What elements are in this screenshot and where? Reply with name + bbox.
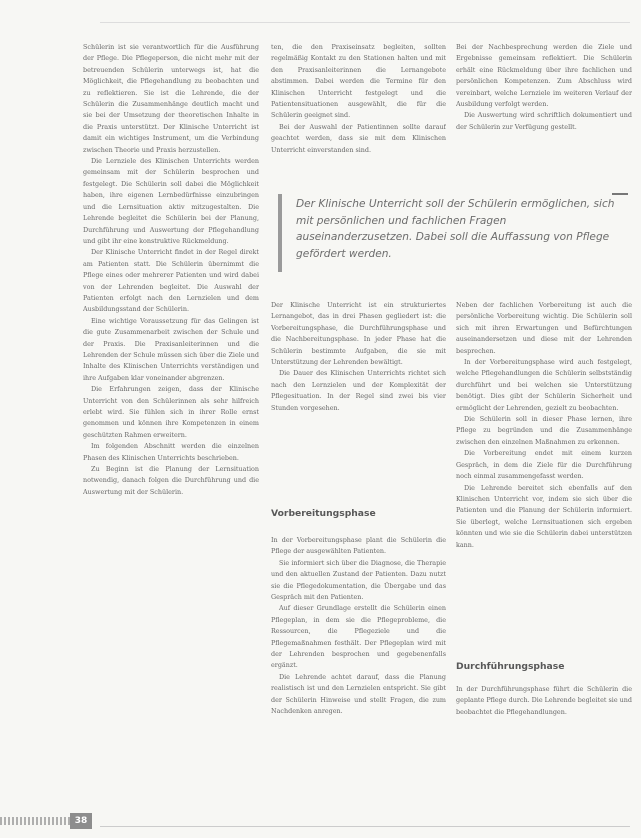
paragraph: Die Auswertung wird schriftlich dokumentiert und der Schülerin zur Verfügung gestellt. <box>456 111 632 131</box>
paragraph: Neben der fachlichen Vorbereitung ist auch die persönliche Vorbereitung wichtig. Die Schülerin soll sich mit ihren Erwartungen und Befürchtungen auseinandersetzen und diese mit der Lehrenden besprechen. <box>456 301 632 355</box>
pull-quote-text: Der Klinische Unterricht soll der Schülerin ermöglichen, sich mit persönlichen und fachlichen Fragen auseinanderzusetzen. Dabei soll die Auffassung von Pflege gefördert werden. <box>296 198 615 260</box>
paragraph: Die Dauer des Klinischen Unterrichts richtet sich nach den Lernzielen und der Komplexität der Pflegesituation. In der Regel sind zwei bis vier Stunden vorgesehen. <box>271 369 446 412</box>
text-column-2-bottom <box>271 535 446 793</box>
paragraph: Auf dieser Grundlage erstellt die Schülerin einen Pflegeplan, in dem sie die Pflegeprobleme, die Ressourcen, die Pflegeziele und die Pflegemaßnahmen festhält. Der Pflegeplan wird mit der Lehrenden besprochen und gegebenenfalls ergänzt. <box>271 604 446 670</box>
paragraph: Sie informiert sich über die Diagnose, die Therapie und den aktuellen Zustand der Patienten. Dazu nutzt sie die Pflegedokumentation, die Übergabe und das Gespräch mit den Patienten. <box>271 558 446 602</box>
page-number: 38 <box>70 813 92 829</box>
paragraph: Die Lernziele des Klinischen Unterrichts werden gemeinsam mit der Schülerin besprochen und festgelegt. Die Schülerin soll dabei die Möglichkeit haben, ihre eigenen Lernbedürfnisse einzubringen und die Lernsituation aktiv mitzugestalten. Die Lehrende begleitet die Schülerin bei der Planung, Durchführung und Auswertung der Pflegehandlung und gibt ihr eine konstruktive Rückmeldung. <box>83 157 259 245</box>
paragraph: Eine wichtige Voraussetzung für das Gelingen ist die gute Zusammenarbeit zwischen der Schule und der Praxis. Die Praxisanleiterinnen und die Lehrenden der Schule müssen sich über die Ziele und Inhalte des Klinischen Unterrichts verständigen und ihre Aufgaben klar voneinander abgrenzen. <box>83 316 259 382</box>
text-column-3-top <box>456 42 632 170</box>
header-rule <box>100 22 630 23</box>
paragraph: Die Lehrende achtet darauf, dass die Planung realistisch ist und den Lernzielen entspricht. Sie gibt der Schülerin Hinweise und stellt Fragen, die zum Nachdenken anregen. <box>271 672 446 716</box>
text-column-3-bottom <box>456 684 632 794</box>
footer-rule <box>100 826 630 827</box>
paragraph: Die Vorbereitung endet mit einem kurzen Gespräch, in dem die Ziele für die Durchführung noch einmal zusammengefasst werden. <box>456 449 632 481</box>
running-header <box>100 6 630 16</box>
paragraph: Bei der Auswahl der Patientinnen sollte darauf geachtet werden, dass sie mit dem Klinischen Unterricht einverstanden sind. <box>271 122 446 154</box>
text-column-3-middle <box>456 300 632 650</box>
paragraph: ten, die den Praxiseinsatz begleiten, sollten regelmäßig Kontakt zu den Stationen halten und mit den Praxisanleiterinnen die Lernangebote abstimmen. Dabei werden die Termine für den Klinischen Unterricht festgelegt und die Patientensituationen ausgewählt, die für die Schülerin geeignet sind. <box>271 43 446 120</box>
text-column-1 <box>83 42 259 794</box>
page-edge-marker <box>0 817 70 825</box>
text-column-2-middle <box>271 300 446 495</box>
paragraph: Im folgenden Abschnitt werden die einzelnen Phasen des Klinischen Unterrichts beschrieben. <box>83 442 259 462</box>
section-heading-preparation: Vorbereitungsphase <box>271 508 376 519</box>
paragraph: Die Erfahrungen zeigen, dass der Klinische Unterricht von den Schülerinnen als sehr hilfreich erlebt wird. Sie fühlen sich in ihrer Rolle ernst genommen und können ihre Kompetenzen in einem geschützten Rahmen erweitern. <box>83 385 259 439</box>
pull-quote <box>278 194 626 272</box>
pull-quote-mark <box>612 193 628 195</box>
paragraph: Zu Beginn ist die Planung der Lernsituation notwendig, danach folgen die Durchführung und die Auswertung mit der Schülerin. <box>83 465 259 496</box>
paragraph: In der Vorbereitungsphase wird auch festgelegt, welche Pflegehandlungen die Schülerin selbstständig durchführt und bei welchen sie Unterstützung benötigt. Dies gibt der Schülerin Sicherheit und ermöglicht der Lehrenden, gezielt zu beobachten. <box>456 358 632 412</box>
paragraph: Schülerin ist sie verantwortlich für die Ausführung der Pflege. Die Pflegeperson, die nicht mehr mit der betreuenden Schülerin unterwegs ist, hat die Möglichkeit, die Pflegehandlung zu beobachten und zu reflektieren. Sie ist die Lehrende, die der Schülerin die Zusammenhänge deutlich macht und sie bei der Umsetzung der theoretischen Inhalte in die Praxis unterstützt. Der Klinische Unterricht ist damit ein wichtiges Instrument, um die Verbindung zwischen Theorie und Praxis herzustellen. <box>83 43 259 154</box>
paragraph: In der Vorbereitungsphase plant die Schülerin die Pflege der ausgewählten Patienten. <box>271 536 446 556</box>
paragraph: Die Schülerin soll in dieser Phase lernen, ihre Pflege zu begründen und die Zusammenhänge zwischen den einzelnen Maßnahmen zu erkennen. <box>456 415 632 446</box>
paragraph: Die Lehrende bereitet sich ebenfalls auf den Klinischen Unterricht vor, indem sie sich über die Patienten und die Planung der Schülerin informiert. Sie überlegt, welche Lernsituationen sich ergeben könnten und wie sie die Schülerin dabei unterstützen kann. <box>456 483 632 549</box>
paragraph: Bei der Nachbesprechung werden die Ziele und Ergebnisse gemeinsam reflektiert. Die Schülerin erhält eine Rückmeldung über ihre fachlichen und persönlichen Kompetenzen. Zum Abschluss wird vereinbart, welche Lernziele im weiteren Verlauf der Ausbildung verfolgt werden. <box>456 43 632 109</box>
paragraph: In der Durchführungsphase führt die Schülerin die geplante Pflege durch. Die Lehrende begleitet sie und beobachtet die Pflegehandlungen. <box>456 685 632 716</box>
text-column-2-top <box>271 42 446 164</box>
paragraph: Der Klinische Unterricht findet in der Regel direkt am Patienten statt. Die Schülerin übernimmt die Pflege eines oder mehrerer Patienten und wird dabei von der Lehrenden begleitet. Die Auswahl der Patienten erfolgt nach den Lernzielen und dem Ausbildungsstand der Schülerin. <box>83 248 259 314</box>
paragraph: Der Klinische Unterricht ist ein strukturiertes Lernangebot, das in drei Phasen gegliedert ist: die Vorbereitungsphase, die Durchführungsphase und die Nachbereitungsphase. In jeder Phase hat die Schülerin bestimmte Aufgaben, die sie mit Unterstützung der Lehrenden bewältigt. <box>271 301 446 367</box>
section-heading-execution: Durchführungsphase <box>456 661 565 672</box>
